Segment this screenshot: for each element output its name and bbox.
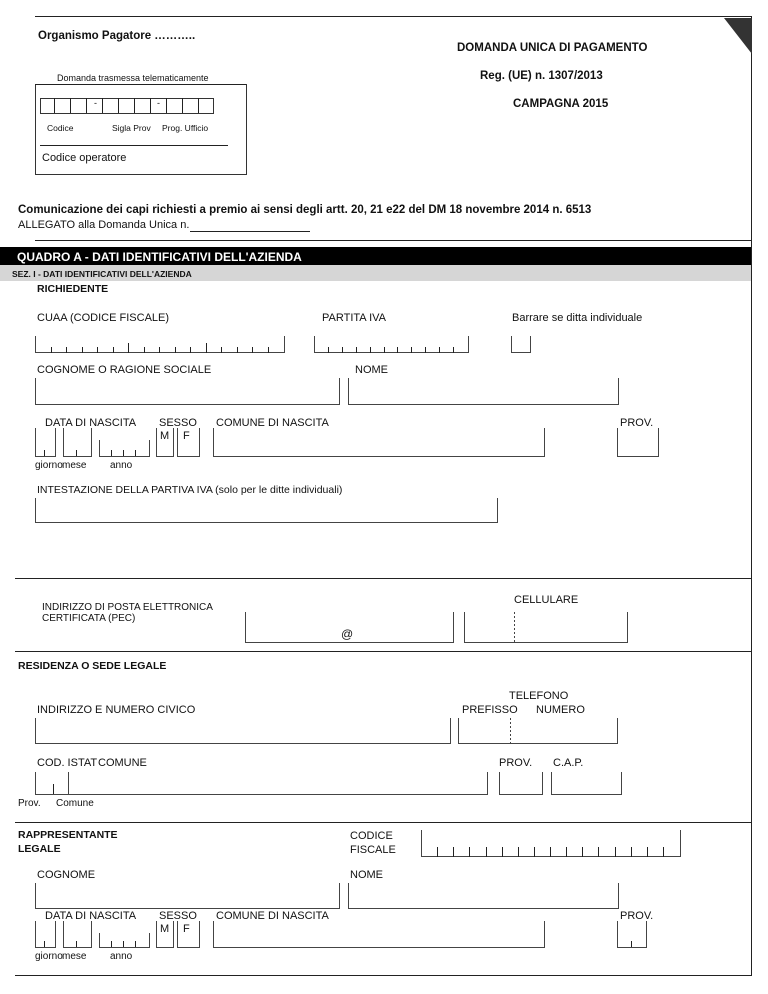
codice-label-r: CODICE	[350, 830, 393, 842]
comune-nascita-input[interactable]	[213, 428, 545, 457]
field-cell-divider	[550, 847, 551, 857]
field-cell-divider	[502, 847, 503, 857]
field-cell-divider	[518, 847, 519, 857]
sesso-f: F	[183, 430, 190, 442]
prov-label: PROV.	[620, 417, 654, 429]
comunicazione-title: Comunicazione dei capi richiesti a premio ai sensi degli artt. 20, 21 e22 del DM 18 novembre 2014 n. 6513	[18, 204, 592, 216]
field-cell-divider	[113, 347, 114, 353]
comune-small-label: Comune	[56, 798, 94, 809]
res-prov-label: PROV.	[499, 757, 533, 769]
data-nascita-label: DATA DI NASCITA	[45, 417, 137, 429]
partita-iva-input[interactable]	[314, 336, 469, 353]
allegato-input[interactable]	[190, 231, 310, 232]
r-mese-label: mese	[62, 951, 87, 962]
codice-dash-2: -	[157, 98, 160, 108]
field-cell-divider	[469, 847, 470, 857]
cellulare-input[interactable]	[464, 612, 628, 643]
telefono-label: TELEFONO	[509, 690, 569, 702]
barrare-label: Barrare se ditta individuale	[512, 312, 643, 324]
r-comune-nascita-label: COMUNE DI NASCITA	[216, 910, 329, 922]
telefono-input[interactable]	[458, 718, 618, 744]
field-cell-divider	[356, 347, 357, 353]
cellulare-label: CELLULARE	[514, 594, 579, 606]
fiscale-label-r: FISCALE	[350, 844, 396, 856]
field-cell-divider	[328, 347, 329, 353]
r-cognome-input[interactable]	[35, 883, 340, 909]
sez-title: SEZ. I - DATI IDENTIFICATIVI DELL'AZIENDA	[12, 269, 192, 279]
organismo-pagatore: Organismo Pagatore ………..	[38, 30, 196, 42]
field-cell-divider	[384, 347, 385, 353]
quadro-a-title: QUADRO A - DATI IDENTIFICATIVI DELL'AZIENDA	[17, 250, 302, 264]
cod-istat-label: COD. ISTAT	[37, 757, 98, 769]
cuaa-input[interactable]	[35, 336, 285, 353]
r-prov-input[interactable]	[617, 921, 647, 948]
r-sesso-m-box[interactable]	[156, 921, 174, 948]
field-cell-divider	[190, 347, 191, 353]
field-cell-divider	[631, 847, 632, 857]
field-cell-divider	[566, 847, 567, 857]
field-cell-divider	[144, 347, 145, 353]
field-cell-divider	[663, 847, 664, 857]
trasmessa-label: Domanda trasmessa telematicamente	[57, 73, 209, 83]
field-cell-divider	[159, 347, 160, 353]
mese-input[interactable]	[63, 428, 92, 457]
codice-operatore-label: Codice operatore	[42, 152, 127, 164]
ditta-individuale-checkbox[interactable]	[511, 336, 531, 353]
rappresentante-title-2: LEGALE	[18, 843, 61, 855]
codice-label: Codice	[47, 123, 74, 133]
r-data-nascita-label: DATA DI NASCITA	[45, 910, 137, 922]
prov-input[interactable]	[617, 428, 659, 457]
res-comune-input[interactable]	[67, 772, 488, 795]
field-cell-divider	[268, 347, 269, 353]
field-cell-divider	[66, 347, 67, 353]
r-sesso-f-box[interactable]	[177, 921, 200, 948]
reg-label: Reg. (UE) n. 1307/2013	[480, 70, 603, 82]
anno-input[interactable]	[99, 440, 150, 457]
partita-iva-label: PARTITA IVA	[322, 312, 386, 324]
r-anno-label: anno	[110, 951, 133, 962]
sesso-m: M	[160, 430, 170, 442]
r-mese-input[interactable]	[63, 921, 92, 948]
indirizzo-input[interactable]	[35, 718, 451, 744]
r-anno-input[interactable]	[99, 933, 150, 948]
r-giorno-label: giorno	[35, 951, 63, 962]
r-sesso-label: SESSO	[159, 910, 197, 922]
cap-input[interactable]	[551, 772, 622, 795]
field-cell-divider	[647, 847, 648, 857]
nome-input[interactable]	[348, 378, 619, 405]
field-cell-divider	[598, 847, 599, 857]
r-sesso-m: M	[160, 923, 170, 935]
giorno-label: giorno	[35, 460, 63, 471]
field-cell-divider	[221, 347, 222, 353]
cuaa-label: CUAA (CODICE FISCALE)	[37, 312, 170, 324]
field-cell-divider	[175, 347, 176, 353]
cap-label: C.A.P.	[553, 757, 584, 769]
r-giorno-input[interactable]	[35, 921, 56, 948]
r-nome-label: NOME	[350, 869, 383, 881]
field-cell-divider	[237, 347, 238, 353]
field-cell-divider	[453, 847, 454, 857]
field-cell-divider	[615, 847, 616, 857]
mese-label: mese	[62, 460, 87, 471]
prefisso-label: PREFISSO	[462, 704, 518, 716]
cognome-rs-input[interactable]	[35, 378, 340, 405]
indirizzo-label: INDIRIZZO E NUMERO CIVICO	[37, 704, 196, 716]
field-cell-divider	[82, 347, 83, 353]
r-prov-label: PROV.	[620, 910, 654, 922]
frame-right	[751, 16, 752, 976]
field-cell-divider	[453, 347, 454, 353]
codice-dash-1: -	[94, 98, 97, 108]
field-cell-divider	[370, 347, 371, 353]
intestazione-input[interactable]	[35, 498, 498, 523]
comune-label: COMUNE	[98, 757, 147, 769]
field-cell-divider	[411, 347, 412, 353]
field-cell-divider	[252, 347, 253, 353]
field-cell-divider	[206, 343, 207, 353]
field-cell-divider	[439, 347, 440, 353]
r-comune-nascita-input[interactable]	[213, 921, 545, 948]
pec-label-1: INDIRIZZO DI POSTA ELETTRONICA	[42, 602, 213, 613]
field-cell-divider	[51, 347, 52, 353]
comune-nascita-label: COMUNE DI NASCITA	[216, 417, 329, 429]
prov-small-label: Prov.	[18, 798, 41, 809]
field-cell-divider	[534, 847, 535, 857]
field-cell-divider	[342, 347, 343, 353]
pec-label-2: CERTIFICATA (PEC)	[42, 613, 136, 624]
prog-ufficio-label: Prog. Ufficio	[162, 123, 209, 133]
frame-top	[35, 16, 751, 17]
anno-label: anno	[110, 460, 133, 471]
giorno-input[interactable]	[35, 428, 56, 457]
numero-label: NUMERO	[536, 704, 585, 716]
richiedente-label: RICHIEDENTE	[37, 283, 109, 295]
r-nome-input[interactable]	[348, 883, 619, 909]
field-cell-divider	[486, 847, 487, 857]
field-cell-divider	[97, 347, 98, 353]
rappresentante-title-1: RAPPRESENTANTE	[18, 829, 118, 841]
intestazione-label: INTESTAZIONE DELLA PARTIVA IVA (solo per le ditte individuali)	[37, 484, 343, 496]
corner-mark	[724, 18, 752, 54]
field-cell-divider	[128, 343, 129, 353]
codice-cells[interactable]	[40, 98, 214, 114]
sigla-prov-label: Sigla Prov	[112, 123, 151, 133]
codice-fiscale-input[interactable]	[421, 830, 681, 857]
sesso-label: SESSO	[159, 417, 197, 429]
document-title: DOMANDA UNICA DI PAGAMENTO	[457, 42, 648, 54]
sesso-f-box[interactable]	[177, 428, 200, 457]
codice-box-top	[35, 84, 246, 85]
pec-at: @	[341, 627, 354, 641]
allegato-label: ALLEGATO alla Domanda Unica n.	[18, 219, 190, 231]
campagna-label: CAMPAGNA 2015	[513, 98, 609, 110]
field-cell-divider	[582, 847, 583, 857]
field-cell-divider	[425, 347, 426, 353]
field-cell-divider	[397, 347, 398, 353]
nome-label: NOME	[355, 364, 388, 376]
sesso-m-box[interactable]	[156, 428, 174, 457]
residenza-title: RESIDENZA O SEDE LEGALE	[18, 660, 167, 672]
cod-istat-input[interactable]	[35, 772, 69, 795]
r-sesso-f: F	[183, 923, 190, 935]
r-cognome-label: COGNOME	[37, 869, 96, 881]
field-cell-divider	[437, 847, 438, 857]
cognome-rs-label: COGNOME O RAGIONE SOCIALE	[37, 364, 212, 376]
res-prov-input[interactable]	[499, 772, 543, 795]
